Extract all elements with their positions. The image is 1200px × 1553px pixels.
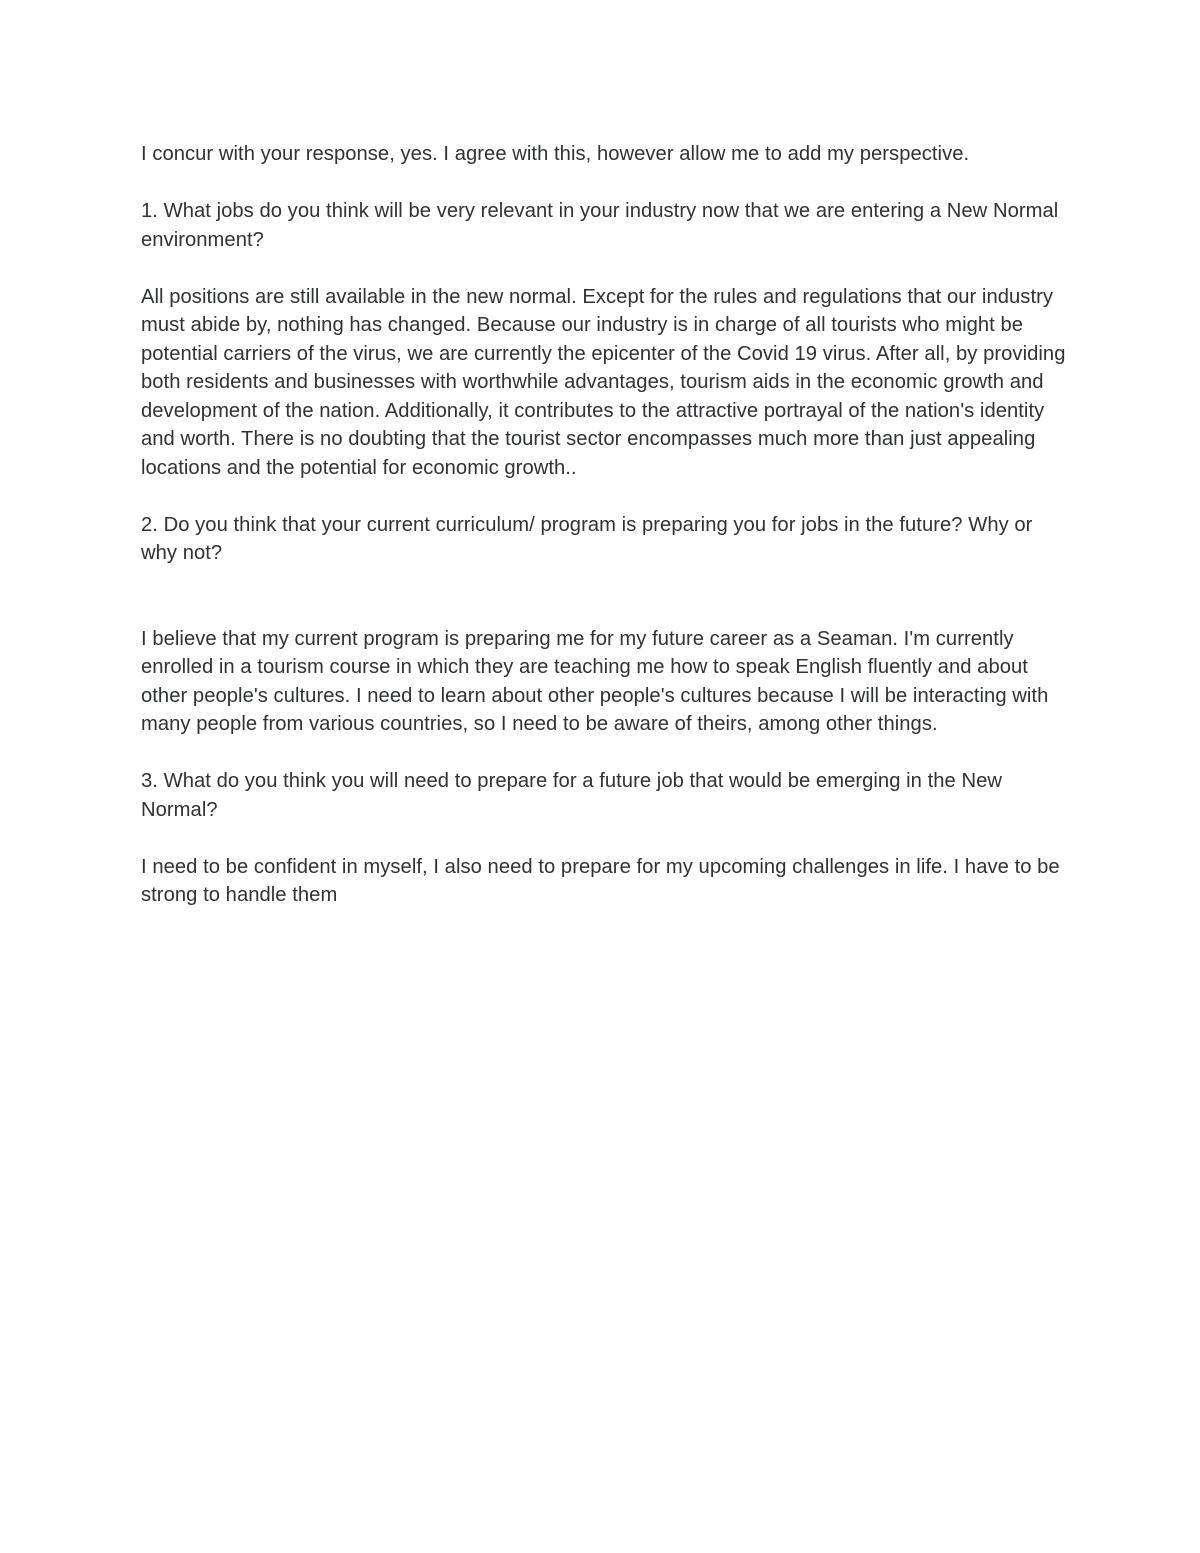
intro-paragraph: I concur with your response, yes. I agree with this, however allow me to add my perspective.: [141, 143, 970, 165]
paragraph-spacer: [141, 482, 1066, 511]
document-body: [141, 140, 1066, 910]
paragraph-spacer: [141, 568, 1066, 625]
question-3: 3. What do you think you will need to prepare for a future job that would be emerging in the New Normal?: [141, 770, 1003, 821]
question-2: 2. Do you think that your current curriculum/ program is preparing you for jobs in the future? Why or why not?: [141, 513, 1033, 564]
answer-1: All positions are still available in the new normal. Except for the rules and regulations that our industry must abide by, nothing has changed. Because our industry is in charge of all tourists who might be potential carriers of the virus, we are currently the epicenter of the Covid 19 virus. After all, by providing both residents and businesses with worthwhile advantages, tourism aids in the economic growth and development of the nation. Additionally, it contributes to the attractive portrayal of the nation's identity and worth. There is no doubting that the tourist sector encompasses much more than just appealing locations and the potential for economic growth..: [141, 285, 1066, 479]
question-1: 1. What jobs do you think will be very relevant in your industry now that we are entering a New Normal environment?: [141, 200, 1059, 251]
paragraph-spacer: [141, 824, 1066, 853]
paragraph-spacer: [141, 739, 1066, 768]
answer-3: I need to be confident in myself, I also need to prepare for my upcoming challenges in life. I have to be strong to handle them: [141, 855, 1060, 906]
paragraph-spacer: [141, 254, 1066, 283]
answer-2: I believe that my current program is preparing me for my future career as a Seaman. I'm currently enrolled in a tourism course in which they are teaching me how to speak English fluently and about other people's cultures. I need to learn about other people's cultures because I will be interacting with many people from various countries, so I need to be aware of theirs, among other things.: [141, 627, 1049, 735]
paragraph-spacer: [141, 169, 1066, 198]
